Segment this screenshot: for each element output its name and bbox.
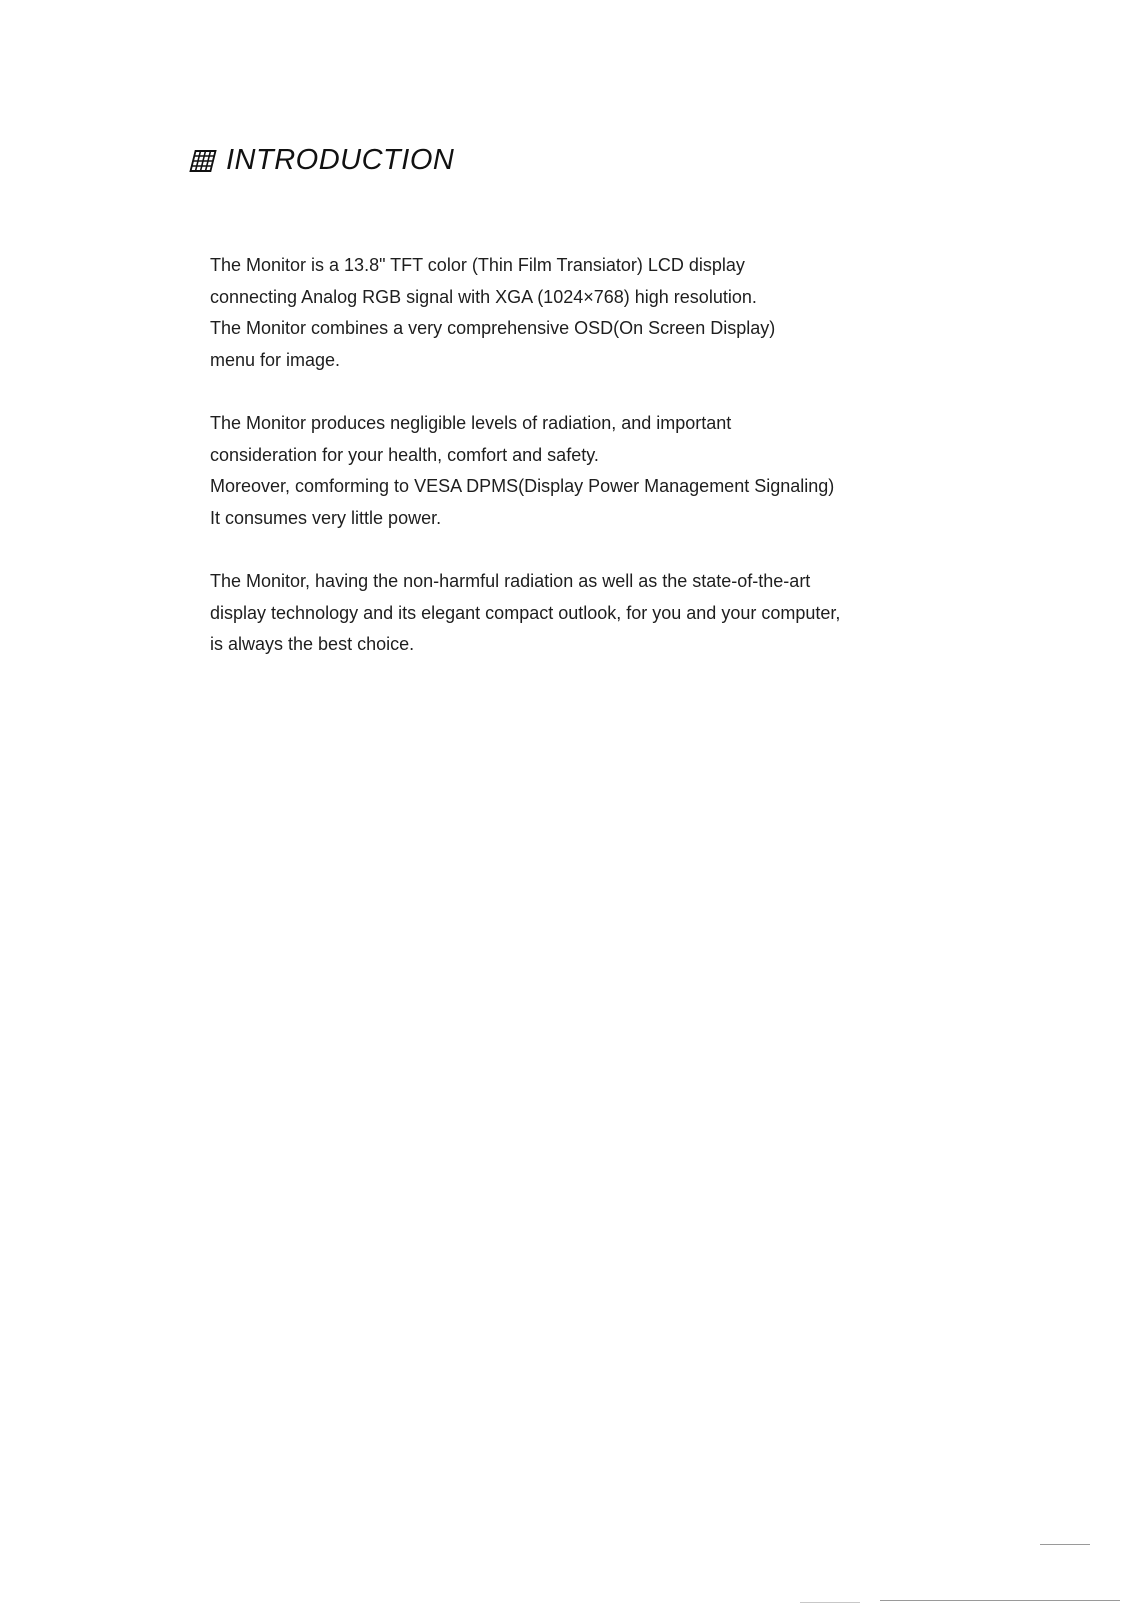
body-text (210, 250, 1010, 693)
text-line: It consumes very little power. (210, 507, 442, 528)
text-line: display technology and its elegant compact outlook, for you and your computer, (210, 602, 841, 623)
grid-box-icon (189, 150, 216, 172)
paragraph-radiation (210, 408, 1010, 534)
scan-artifact (880, 1600, 1120, 1601)
text-line: menu for image. (210, 349, 341, 370)
text-line: The Monitor is a 13.8" TFT color (Thin Film Transiator) LCD display (210, 255, 745, 275)
scan-artifact (1040, 1544, 1090, 1545)
paragraph-intro (210, 250, 1010, 376)
page-title: INTRODUCTION (226, 144, 455, 176)
text-line: is always the best choice. (210, 634, 415, 654)
page-heading (192, 144, 454, 177)
text-line: consideration for your health, comfort and safety. (210, 444, 599, 465)
text-line: connecting Analog RGB signal with XGA (1024×768) high resolution. (210, 286, 757, 307)
scan-artifact (800, 1602, 860, 1603)
text-line: The Monitor, having the non-harmful radiation as well as the state-of-the-art (210, 571, 811, 591)
text-line: The Monitor produces negligible levels of radiation, and important (210, 413, 732, 433)
paragraph-summary (210, 566, 1010, 661)
text-line: The Monitor combines a very comprehensive OSD(On Screen Display) (210, 318, 776, 338)
text-line: Moreover, comforming to VESA DPMS(Display Power Management Signaling) (210, 476, 835, 496)
